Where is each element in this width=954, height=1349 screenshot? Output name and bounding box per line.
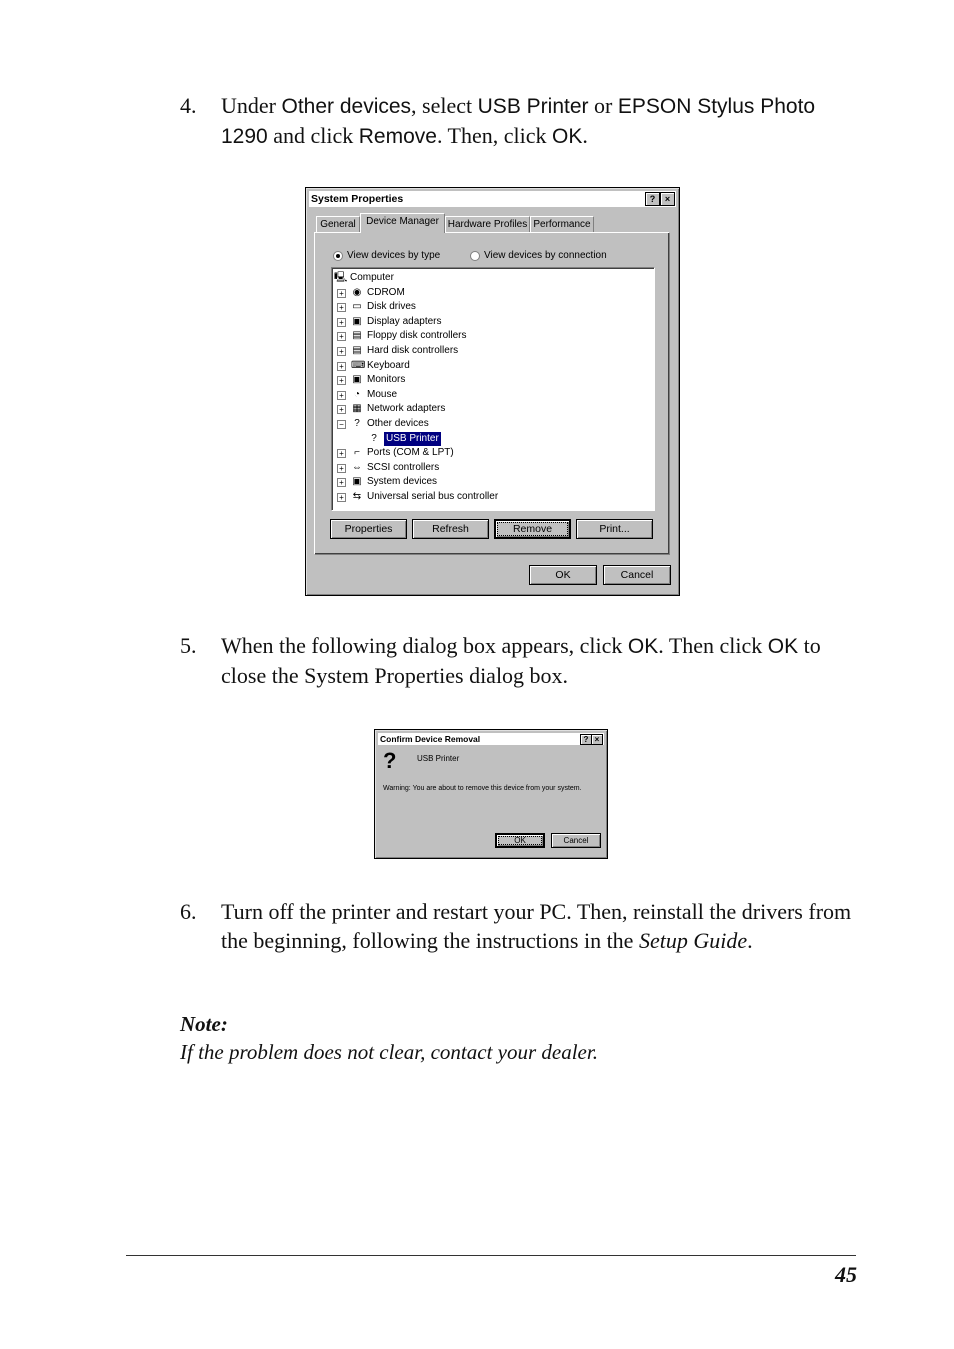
tree-node[interactable]: [332, 417, 654, 431]
refresh-button[interactable]: Refresh: [412, 519, 489, 539]
tree-node-label: Universal serial bus controller: [367, 491, 499, 502]
tab-general[interactable]: General: [316, 216, 360, 232]
ok-button[interactable]: OK: [495, 833, 545, 848]
step-text: When the following dialog box appears, click OK. Then click OK to close the System Properties dialog box.: [221, 633, 821, 688]
tree-node-label: Hard disk controllers: [367, 345, 459, 356]
scsi-icon: ⇔: [352, 461, 362, 473]
radio-view-by-type[interactable]: View devices by type: [333, 250, 440, 261]
expand-icon[interactable]: +: [337, 289, 346, 298]
ok-button[interactable]: OK: [529, 565, 597, 585]
ui-term: OK: [627, 635, 659, 658]
note-text: If the problem does not clear, contact your dealer.: [180, 1040, 598, 1064]
question-device-icon: ?: [383, 748, 397, 773]
tree-node[interactable]: [332, 286, 654, 300]
tree-node[interactable]: [332, 271, 654, 285]
warning-text: Warning: You are about to remove this device from your system.: [383, 785, 582, 792]
ui-term: EPSON Stylus Photo 1290: [221, 95, 816, 148]
dialog-title: Confirm Device Removal: [380, 734, 481, 744]
tree-node[interactable]: [332, 373, 654, 387]
ui-term: OK: [552, 125, 583, 148]
tree-node-label: Network adapters: [367, 403, 446, 415]
ui-term: USB Printer: [477, 95, 589, 118]
tree-node-label: Display adapters: [367, 315, 442, 327]
dialog-titlebar: [309, 191, 676, 207]
expand-icon[interactable]: +: [337, 376, 346, 385]
tree-node-label: USB Printer: [386, 432, 439, 444]
step-number: 6.: [180, 899, 197, 924]
tree-node[interactable]: [332, 359, 654, 373]
tree-node-label: Computer: [350, 272, 394, 283]
tree-node-label: Keyboard: [367, 359, 410, 371]
expand-icon[interactable]: +: [337, 362, 346, 371]
expand-icon[interactable]: +: [337, 332, 346, 341]
step-number: 4.: [180, 93, 197, 118]
ui-term: Remove: [358, 125, 437, 148]
tree-node[interactable]: [332, 490, 654, 504]
dialog-titlebar: [378, 733, 604, 745]
ui-term: OK: [767, 635, 799, 658]
cancel-button[interactable]: Cancel: [551, 833, 601, 848]
tree-node[interactable]: [332, 475, 654, 489]
close-button[interactable]: ×: [660, 192, 675, 206]
remove-button[interactable]: Remove: [494, 519, 571, 539]
radio-view-by-connection[interactable]: View devices by connection: [470, 250, 607, 261]
radio-selected-icon: [333, 251, 343, 261]
tree-node-label: Ports (COM & LPT): [367, 447, 454, 459]
collapse-icon[interactable]: −: [337, 420, 346, 429]
expand-icon[interactable]: +: [337, 449, 346, 458]
system-icon: ▣: [352, 476, 362, 488]
footer-rule: [126, 1255, 856, 1256]
ui-term: Other devices: [281, 95, 412, 118]
expand-icon[interactable]: +: [337, 405, 346, 414]
close-button[interactable]: ×: [591, 734, 603, 745]
display-icon: ▣: [352, 315, 362, 327]
device-name: USB Printer: [417, 754, 460, 763]
device-tree[interactable]: [331, 267, 655, 511]
expand-icon[interactable]: +: [337, 493, 346, 502]
tree-node[interactable]: [332, 315, 654, 329]
expand-icon[interactable]: +: [337, 478, 346, 487]
tree-node-label: CDROM: [367, 286, 405, 298]
cdrom-icon: ◉: [352, 286, 362, 298]
harddisk-icon: ▤: [352, 345, 362, 356]
tree-node[interactable]: [332, 329, 654, 343]
expand-icon[interactable]: +: [337, 303, 346, 312]
tree-node-label: Floppy disk controllers: [367, 330, 467, 342]
guide-title: Setup Guide: [638, 928, 748, 953]
tab-hardware-profiles[interactable]: Hardware Profiles: [445, 216, 530, 232]
usb-icon: ⇆: [352, 491, 362, 502]
tab-device-manager[interactable]: Device Manager: [360, 213, 445, 233]
expand-icon[interactable]: +: [337, 347, 346, 356]
radio-unselected-icon: [470, 251, 480, 261]
network-icon: ▦: [352, 403, 362, 415]
tree-node[interactable]: [332, 402, 654, 416]
tree-node[interactable]: [332, 461, 654, 475]
tree-node[interactable]: [332, 446, 654, 460]
tree-node-label: Mouse: [367, 388, 398, 400]
question-icon: ?: [354, 418, 360, 429]
tree-node-label: Monitors: [367, 374, 406, 386]
tree-node-label: Other devices: [367, 418, 429, 429]
cancel-button[interactable]: Cancel: [603, 565, 671, 585]
tree-node-label: System devices: [367, 476, 438, 488]
computer-icon: 🖳: [334, 272, 348, 283]
dialog-title: System Properties: [311, 193, 404, 205]
keyboard-icon: ⌨: [351, 359, 366, 371]
tree-node-label: Disk drives: [367, 301, 416, 313]
tree-node-label: SCSI controllers: [367, 461, 440, 473]
step-text: Turn off the printer and restart your PC. Then, reinstall the drivers from the beginning, following the instructions in the Setup Guide.: [221, 899, 852, 953]
floppy-icon: ▤: [352, 330, 362, 342]
step-number: 5.: [180, 633, 197, 658]
step-text: Under Other devices, select USB Printer or EPSON Stylus Photo 1290 and click Remove. Then, click OK.: [221, 93, 816, 148]
help-button[interactable]: ?: [645, 192, 660, 206]
properties-button[interactable]: Properties: [330, 519, 407, 539]
device-manager-panel: [314, 232, 670, 555]
expand-icon[interactable]: +: [337, 318, 346, 327]
mouse-icon: ◔: [353, 388, 361, 400]
port-icon: ⌐: [354, 447, 360, 459]
tree-node[interactable]: [332, 388, 654, 402]
page-number: 45: [835, 1262, 857, 1287]
tab-performance[interactable]: Performance: [530, 216, 594, 232]
confirm-device-removal-dialog: [374, 729, 608, 859]
question-icon: ?: [371, 432, 377, 444]
step-4: [180, 91, 860, 151]
monitor-icon: ▣: [352, 374, 362, 386]
print-button[interactable]: Print...: [576, 519, 653, 539]
step-6: [180, 897, 860, 955]
system-properties-dialog: [305, 187, 680, 596]
tree-node[interactable]: [332, 432, 654, 446]
tree-node[interactable]: [332, 300, 654, 314]
expand-icon[interactable]: +: [337, 391, 346, 400]
step-5: [180, 631, 860, 690]
expand-icon[interactable]: +: [337, 464, 346, 473]
help-button[interactable]: ?: [580, 734, 592, 745]
note-title: Note:: [180, 1012, 228, 1036]
disk-icon: ▭: [352, 301, 362, 313]
tree-node[interactable]: [332, 344, 654, 358]
